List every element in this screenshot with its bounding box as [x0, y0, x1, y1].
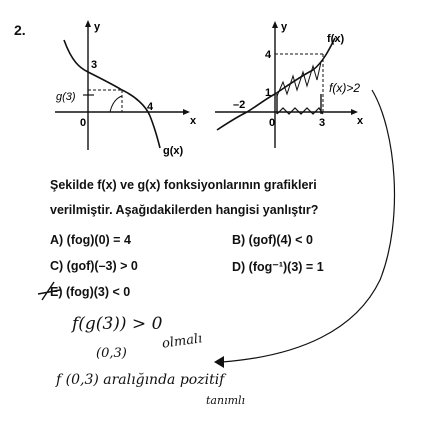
- hand-line4: tanımlı: [206, 394, 246, 407]
- hand-line1: f(g(3)) > 0: [72, 314, 163, 334]
- hand-arrow-head: [214, 356, 224, 368]
- option-c: C) (gof)(–3) > 0: [50, 259, 138, 273]
- question-number: 2.: [14, 22, 26, 38]
- f-func-label: f(x): [327, 33, 345, 45]
- option-b: B) (gof)(4) < 0: [232, 233, 313, 247]
- hand-line2: (0,3): [96, 346, 127, 361]
- g-x-label: x: [190, 115, 197, 127]
- f-x-label: x: [357, 115, 364, 127]
- f-origin-label: 0: [269, 117, 276, 129]
- f-x-tick-neg2: –2: [233, 99, 246, 111]
- f-y-tick-4: 4: [265, 49, 272, 61]
- option-a: A) (fog)(0) = 4: [50, 233, 131, 247]
- g-y-label: y: [94, 21, 101, 33]
- g-x-tick-4: 4: [147, 101, 154, 113]
- hand-line1-suffix: olmalı: [161, 331, 204, 352]
- option-d: D) (fog⁻¹)(3) = 1: [232, 260, 324, 274]
- f-y-label: y: [281, 21, 288, 33]
- option-e-strike-mark: [38, 282, 60, 300]
- hand-arrow-curve: [222, 90, 394, 362]
- question-text-line2: verilmiştir. Aşağıdakilerden hangisi yanlıştır?: [50, 203, 319, 217]
- f-y-tick-1: 1: [265, 87, 272, 99]
- g-y-tick-3: 3: [91, 59, 98, 71]
- option-e: E) (fog)(3) < 0: [50, 285, 131, 299]
- g-hand-label: g(3): [56, 91, 76, 103]
- f-x-tick-3: 3: [319, 117, 326, 129]
- g-func-label: g(x): [163, 145, 184, 157]
- hand-line3: f (0,3) aralığında pozitif: [56, 372, 225, 388]
- g-origin-label: 0: [80, 117, 87, 129]
- question-text-line1: Şekilde f(x) ve g(x) fonksiyonlarının grafikleri: [50, 178, 317, 192]
- f-hand-label: f(x)>2: [329, 81, 361, 95]
